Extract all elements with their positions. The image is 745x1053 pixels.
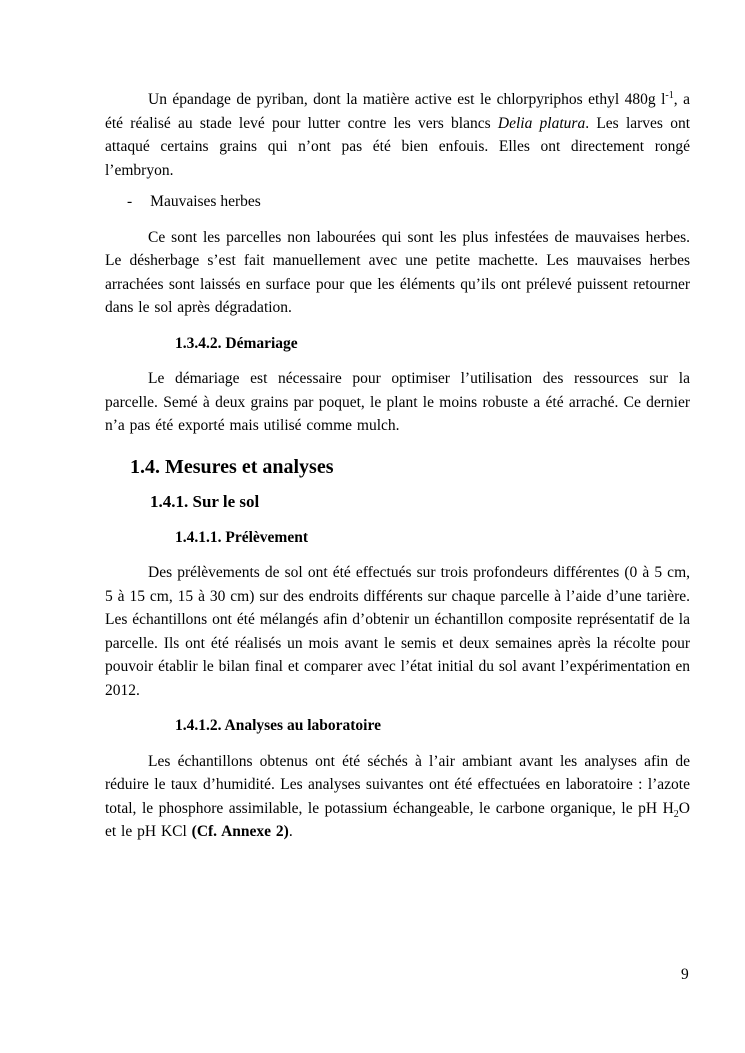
heading-demariage: 1.3.4.2. Démariage [175,334,298,352]
page-number: 9 [681,966,689,983]
heading-mesures-et-analyses: 1.4. Mesures et analyses [130,455,334,478]
italic-species-name: Delia platura [497,114,586,132]
text-run: Un épandage de pyriban, dont la matière active est le chlorpyriphos ethyl 480g l [148,91,666,108]
superscript-exponent: -1 [665,89,674,101]
subscript-h2o: 2 [673,808,679,820]
document-page [105,88,690,852]
list-item-label: Mauvaises herbes [150,193,261,210]
paragraph-demariage: Le démariage est nécessaire pour optimiser l’utilisation des ressources sur la parcelle. Semé à deux grains par poquet, le plant le moins robuste a été arraché. Ce dernier n’a pas été exporté mais utilisé comme mulch. [105,370,690,434]
text-run: . [288,823,293,840]
paragraph-analyses [105,750,690,844]
list-dash-marker: - [127,193,133,210]
list-item-mauvaises-herbes [105,190,690,214]
heading-prelevement: 1.4.1.1. Prélèvement [175,528,308,546]
paragraph-desherbage: Ce sont les parcelles non labourées qui sont les plus infestées de mauvaises herbes. Le désherbage s’est fait manuellement avec une petite machette. Les mauvaises herbes arrachées sont laissés en surface pour que les éléments qu’ils ont prélevé puissent retourner dans le sol après dégradation. [105,228,690,316]
bold-annexe-reference: (Cf. Annexe 2) [191,823,289,840]
text-run: . Les larves ont attaqué certains grains qui n’ont pas été bien enfouis. Elles ont directement rongé l’embryon. [105,114,690,179]
paragraph-prelevements: Des prélèvements de sol ont été effectués sur trois profondeurs différentes (0 à 5 cm, 5 à 15 cm, 15 à 30 cm) sur des endroits différents sur chaque parcelle à l’aide d’une tarière. Les échantillons ont été mélangés afin d’obtenir un échantillon composite représentatif de la parcelle. Ils ont été réalisés un mois avant le semis et deux semaines après la récolte pour pouvoir établir le bilan final et comparer avec l’état initial du sol avant l’expérimentation en 2012. [105,564,690,699]
heading-sur-le-sol: 1.4.1. Sur le sol [150,491,260,511]
text-run: Les échantillons obtenus ont été séchés à l’air ambiant avant les analyses afin de réduire le taux d’humidité. Les analyses suivantes ont été effectuées en laboratoire : l’azote total, le phosphore assimilable, le potassium échangeable, le carbone organique, le pH H [105,752,690,817]
text-run: , a été réalisé au stade levé pour lutter contre les vers blancs [105,91,690,132]
text-run: O et le pH KCl [105,799,690,840]
paragraph-epandage [105,88,690,182]
heading-analyses-laboratoire: 1.4.1.2. Analyses au laboratoire [175,717,381,734]
